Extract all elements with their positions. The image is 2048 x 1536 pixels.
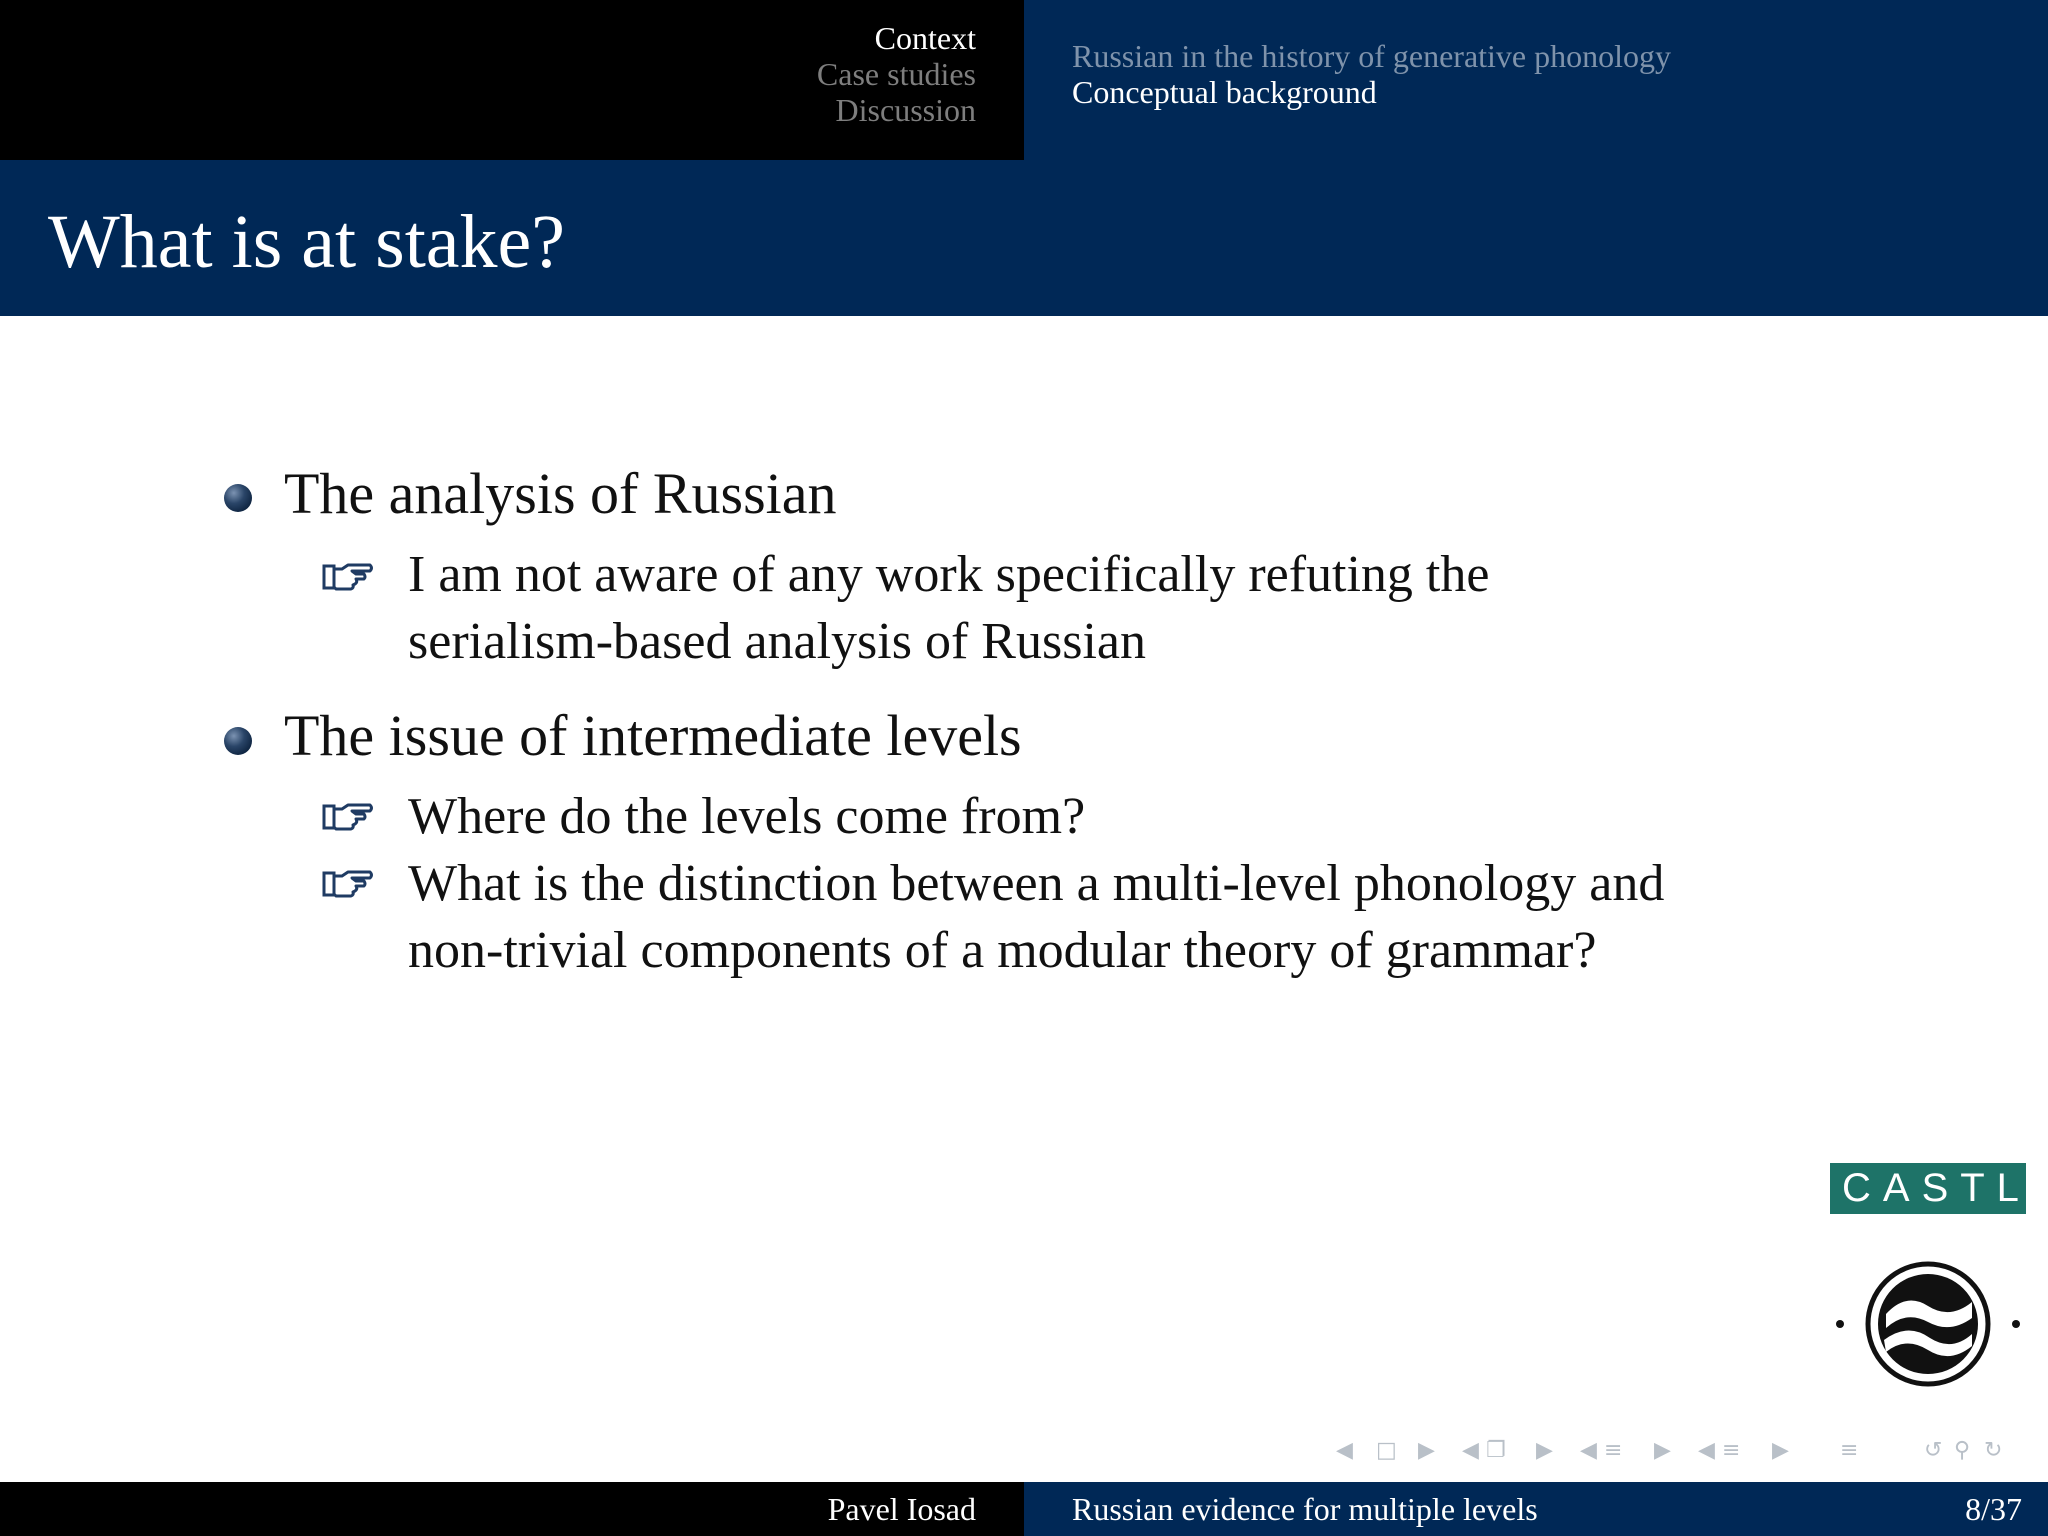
search-icon[interactable]: ⚲ bbox=[1954, 1438, 1971, 1463]
nav-next-section-icon[interactable]: ▶ bbox=[1772, 1438, 1789, 1463]
item-text: The analysis of Russian bbox=[284, 461, 837, 526]
back-icon[interactable]: ↺ bbox=[1924, 1438, 1943, 1463]
nav-next-slide-icon[interactable]: ▶ bbox=[1418, 1438, 1435, 1463]
pointing-hand-icon bbox=[322, 800, 374, 834]
subsection-icon[interactable]: ≡ bbox=[1604, 1438, 1623, 1463]
footer-short-title: Russian evidence for multiple levels bbox=[1072, 1491, 1538, 1527]
nav-next-subsection-icon[interactable]: ▶ bbox=[1654, 1438, 1671, 1463]
footer-title-bar bbox=[1024, 1482, 2048, 1536]
frame-title-bar bbox=[0, 160, 2048, 316]
nav-prev-slide-icon[interactable]: ◀ bbox=[1336, 1438, 1353, 1463]
header-sections bbox=[0, 0, 1024, 160]
sub-item-line: I am not aware of any work specifically refuting the bbox=[408, 546, 1490, 603]
pointing-hand-icon bbox=[322, 867, 374, 901]
subsection-link-history[interactable]: Russian in the history of generative phonology bbox=[1072, 38, 1672, 74]
footer-page-number: 8/37 bbox=[1965, 1491, 2022, 1527]
sub-item-line: Where do the levels come from? bbox=[408, 788, 1086, 845]
university-seal-logo bbox=[1826, 1222, 2030, 1426]
section-link-case-studies[interactable]: Case studies bbox=[816, 56, 976, 92]
section-icon[interactable]: ≡ bbox=[1722, 1438, 1741, 1463]
slide-frame-icon[interactable]: □ bbox=[1376, 1438, 1397, 1463]
section-link-context[interactable]: Context bbox=[874, 20, 976, 56]
sub-item-line: non-trivial components of a modular theory of grammar? bbox=[408, 922, 1597, 979]
nav-prev-subsection-icon[interactable]: ◀ bbox=[1580, 1438, 1597, 1463]
document-icon[interactable]: ≡ bbox=[1840, 1438, 1859, 1463]
nav-prev-section-icon[interactable]: ◀ bbox=[1698, 1438, 1715, 1463]
slide-title: What is at stake? bbox=[48, 200, 566, 284]
subsection-link-conceptual-background[interactable]: Conceptual background bbox=[1072, 74, 1377, 110]
pointing-hand-icon bbox=[322, 560, 374, 594]
castl-logo: CASTL bbox=[1830, 1163, 2026, 1214]
ball-bullet-icon bbox=[224, 484, 252, 512]
nav-prev-frame-icon[interactable]: ◀ bbox=[1462, 1438, 1479, 1463]
frame-icon[interactable]: ❐ bbox=[1486, 1438, 1506, 1463]
sub-item-line: What is the distinction between a multi-level phonology and bbox=[408, 855, 1665, 912]
item-text: The issue of intermediate levels bbox=[284, 703, 1022, 768]
sub-item-line: serialism-based analysis of Russian bbox=[408, 613, 1146, 670]
footer-author-bar bbox=[0, 1482, 1024, 1536]
header-subsections bbox=[1024, 0, 2048, 160]
beamer-navigation bbox=[1336, 1436, 2036, 1466]
ball-bullet-icon bbox=[224, 727, 252, 755]
section-link-discussion[interactable]: Discussion bbox=[835, 92, 976, 128]
forward-icon[interactable]: ↻ bbox=[1984, 1438, 2003, 1463]
footer-author: Pavel Iosad bbox=[827, 1491, 976, 1527]
nav-next-frame-icon[interactable]: ▶ bbox=[1536, 1438, 1553, 1463]
